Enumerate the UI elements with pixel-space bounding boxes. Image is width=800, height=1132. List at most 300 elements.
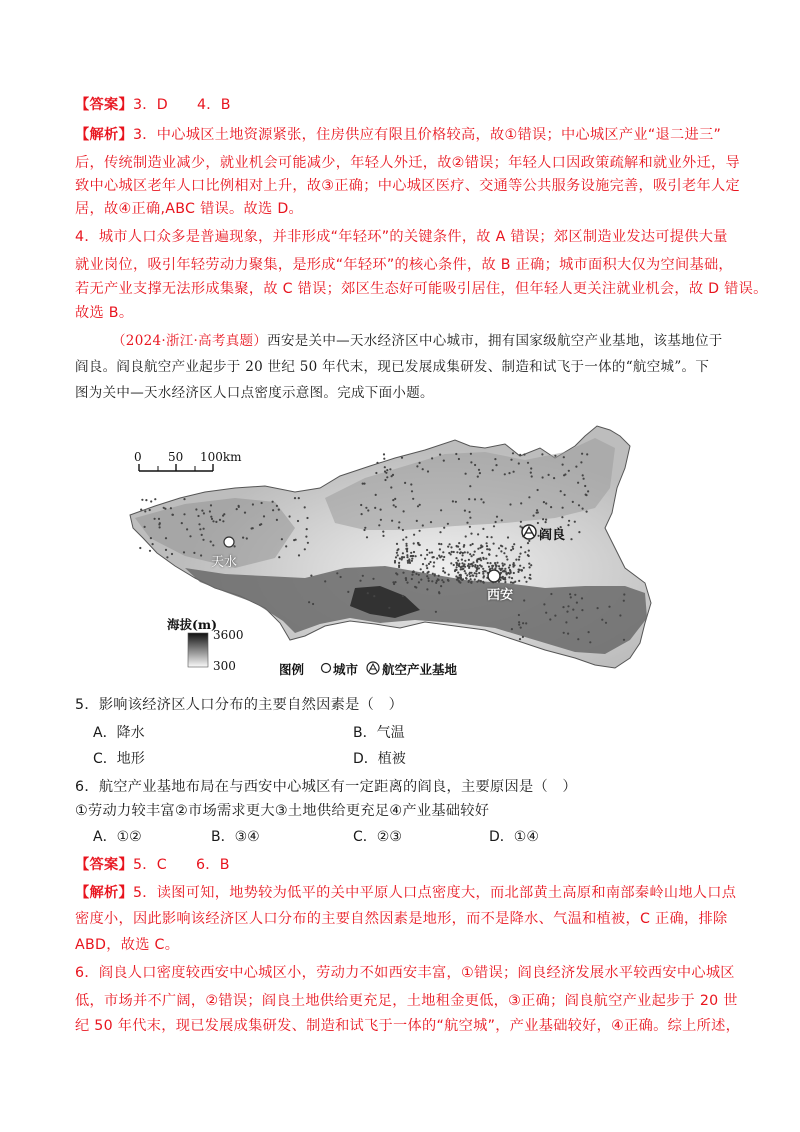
population-dot [464,560,466,562]
population-dot [528,550,530,552]
analysis2-q6-line-2: 低，市场并不广阔，②错误；阎良土地供给更充足，土地租金更低，③正确；阎良航空产业起步于 20 世 [75,993,738,1009]
population-dot [304,506,306,508]
population-dot [410,555,412,557]
population-dot [482,568,484,570]
analysis-line-3: 致中心城区老年人口比例相对上升，故③正确；中心城区医疗、交通等公共服务设施完善，吸引老年人定 [75,178,740,194]
population-dot [438,543,440,545]
population-dot [438,555,440,557]
population-dot [415,586,417,588]
population-dot [480,544,482,546]
population-dot [560,490,562,492]
population-dot [433,556,435,558]
population-dot [395,556,397,558]
population-dot [432,573,434,575]
population-dot [563,474,565,476]
population-dot [464,510,466,512]
population-dot [417,505,419,507]
population-dot [154,518,156,520]
population-dot [238,505,240,507]
population-dot [589,641,591,643]
population-dot [495,521,497,523]
population-dot [475,575,477,577]
population-dot [145,499,147,501]
population-dot [456,545,458,547]
population-dot [469,553,471,555]
population-dot [520,502,522,504]
population-dot [456,564,458,566]
answer-text: 3．D 4．B [132,97,231,113]
population-dot [455,557,457,559]
population-dot [186,528,188,530]
population-dot [512,566,514,568]
q5-option-d: D．植被 [353,751,406,767]
population-dot [574,521,576,523]
population-dot [494,562,496,564]
population-dot [545,521,547,523]
population-dot [498,547,500,549]
population-dot [198,523,200,525]
population-dot [442,551,444,553]
population-dot [477,565,479,567]
population-dot [471,555,473,557]
population-dot [515,559,517,561]
population-dot [461,559,463,561]
population-dot [577,638,579,640]
population-dot [443,527,445,529]
population-dot [512,548,514,550]
population-dot [426,565,428,567]
population-dot [150,500,152,502]
population-dot [418,574,420,576]
population-dot [478,579,480,581]
population-dot [501,545,503,547]
population-dot [472,543,474,545]
population-dot [530,564,532,566]
population-dot [397,554,399,556]
population-dot [171,514,173,516]
population-dot [468,581,470,583]
population-dot [420,554,422,556]
population-dot [189,535,191,537]
population-dot [347,591,349,593]
population-dot [509,564,511,566]
population-dot [402,552,404,554]
population-dot [504,473,506,475]
population-dot [363,529,365,531]
population-dot [219,519,221,521]
population-dot [581,453,583,455]
city-marker-xian [488,570,500,582]
population-dot [385,472,387,474]
population-dot [530,467,532,469]
population-dot [405,536,407,538]
population-dot [470,533,472,535]
population-dot [474,551,476,553]
population-dot [504,563,506,565]
population-dot [518,624,520,626]
population-dot [429,561,431,563]
population-dot [542,476,544,478]
population-dot [487,562,489,564]
population-dot [549,618,551,620]
analysis-line-4: 居，故④正确,ABC 错误。故选 D。 [75,201,304,217]
population-dot [470,461,472,463]
population-dot [483,501,485,503]
population-dot [517,571,519,573]
population-dot [524,576,526,578]
population-dot [476,573,478,575]
population-dot [541,453,543,455]
population-dot [285,545,287,547]
population-dot [523,567,525,569]
population-dot [480,565,482,567]
population-dot [455,501,457,503]
population-dot [376,462,378,464]
population-dot [433,561,435,563]
population-dot [392,474,394,476]
population-dot [183,498,185,500]
population-dot [149,550,151,552]
population-dot [297,520,299,522]
scale-tick-100: 100km [200,450,242,464]
population-dot [511,577,513,579]
answer-line-1 [75,94,735,116]
population-dot [419,462,421,464]
question-intro-line-2: 阎良。阎良航空产业起步于 20 世纪 50 年代末，现已发展成集研发、制造和试飞于一体的“航空城”。下 [75,359,710,375]
population-dot [461,562,463,564]
answer-label-2: 【答案】 [75,857,133,873]
population-dot [203,512,205,514]
population-dot [430,521,432,523]
q6-stem: 6．航空产业基地布局在与西安中心城区有一定距离的阎良，主要原因是（ ） [75,779,577,795]
population-dot [428,563,430,565]
population-dot [522,622,524,624]
population-dot [383,453,385,455]
population-dot [527,462,529,464]
population-dot [575,466,577,468]
population-dot [183,513,185,515]
population-dot [396,549,398,551]
population-dot [482,576,484,578]
population-dot [406,550,408,552]
population-dot [443,581,445,583]
question-intro-line-3: 图为关中—天水经济区人口点密度示意图。完成下面小题。 [75,385,434,401]
population-dot [452,500,454,502]
population-dot [139,547,141,549]
population-dot [202,539,204,541]
population-dot [562,507,564,509]
population-dot [382,531,384,533]
population-dot [451,551,453,553]
q6-option-a: A．①② [93,829,142,845]
legend-city-label: 城市 [333,662,359,677]
population-dot [489,549,491,551]
population-dot [463,563,465,565]
population-dot [453,564,455,566]
population-dot [418,581,420,583]
question-intro-line-1: （2024·浙江·高考真题）西安是关中—天水经济区中心城市，拥有国家级航空产业基地，该基地位于 [112,333,723,349]
population-dot [471,563,473,565]
population-dot [509,569,511,571]
population-dot [527,542,529,544]
population-dot [566,611,568,613]
population-dot [470,578,472,580]
analysis-q4-line-1: 4．城市人口众多是普遍现象，并非形成“年轻环”的关键条件，故 A 错误；郊区制造业发达可提供大量 [75,229,728,245]
population-dot [479,472,481,474]
population-dot [529,566,531,568]
population-dot [439,454,441,456]
population-dot [278,509,280,511]
population-dot [405,543,407,545]
analysis2-q6-line-1: 6．阎良人口密度较西安中心城区小，劳动力不如西安丰富，①错误；阎良经济发展水平较西安中心城区 [75,965,735,981]
city-label-xian: 西安 [487,588,514,603]
population-dot [386,476,388,478]
population-dot [402,529,404,531]
population-dot [246,537,248,539]
population-dot [567,605,569,607]
population-dot [474,498,476,500]
population-dot [468,498,470,500]
population-dot [458,564,460,566]
population-dot [406,545,408,547]
population-dot [410,552,412,554]
population-dot [159,522,161,524]
population-dot [518,559,520,561]
population-dot [518,556,520,558]
population-dot [394,498,396,500]
population-dot [469,517,471,519]
legend-base-symbol [367,662,379,674]
population-dot [464,570,466,572]
population-dot [209,510,211,512]
population-dot [586,511,588,513]
population-dot [528,540,530,542]
population-dot [242,537,244,539]
population-dot [582,508,584,510]
population-dot [428,580,430,582]
population-dot [422,468,424,470]
population-dot [431,551,433,553]
population-dot [405,577,407,579]
population-dot [448,574,450,576]
elevation-gradient [188,633,208,667]
elevation-min: 300 [213,659,236,673]
population-dot [420,579,422,581]
population-dot [197,515,199,517]
analysis-label: 【解析】 [75,127,133,143]
population-dot [312,603,314,605]
population-dot [578,504,580,506]
population-dot [504,568,506,570]
population-dot [462,554,464,556]
population-dot [412,570,414,572]
population-dot [496,562,498,564]
population-dot [478,572,480,574]
population-dot [519,638,521,640]
population-dot [435,611,437,613]
population-dot [304,548,306,550]
population-dot [608,606,610,608]
population-dot [443,460,445,462]
population-dot [419,530,421,532]
population-dot [572,501,574,503]
population-dot [495,555,497,557]
population-dot [410,483,412,485]
population-dot [361,513,363,515]
population-dot [281,538,283,540]
population-dot [149,509,151,511]
population-dot [434,574,436,576]
population-dot [470,544,472,546]
population-dot [439,531,441,533]
answer-line-2 [75,854,735,876]
analysis2-line-1: 【解析】5．读图可知，地势较为低平的关中平原人口点密度大，而北部黄土高原和南部秦岭山地人口点 [75,885,737,901]
population-dot [509,573,511,575]
scale-tick-50: 50 [168,450,184,464]
population-dot [572,609,574,611]
population-dot [512,452,514,454]
population-dot [528,496,530,498]
population-dot [260,523,262,525]
population-dot [415,555,417,557]
analysis-line-1: 【解析】3．中心城区土地资源紧张，住房供应有限且价格较高，故①错误；中心城区产业“退二进三” [75,127,722,143]
population-dot [519,565,521,567]
population-dot [462,568,464,570]
population-dot [195,508,197,510]
population-dot [568,520,570,522]
population-dot [210,516,212,518]
population-dot [585,494,587,496]
population-dot [426,549,428,551]
population-dot [460,575,462,577]
population-dot [396,552,398,554]
population-dot [519,454,521,456]
population-dot [364,527,366,529]
population-dot [407,560,409,562]
population-dot [577,482,579,484]
analysis-label-2: 【解析】 [75,885,133,901]
population-dot [531,475,533,477]
population-dot [455,453,457,455]
population-dot [512,546,514,548]
population-dot [390,486,392,488]
population-dot [508,472,510,474]
population-dot [440,509,442,511]
population-dot [465,577,467,579]
population-dot [404,482,406,484]
population-dot [543,603,545,605]
population-dot [486,548,488,550]
population-dot [543,501,545,503]
population-dot [519,525,521,527]
population-dot [476,561,478,563]
population-dot [474,564,476,566]
population-dot [166,556,168,558]
population-dot [508,576,510,578]
population-dot [495,464,497,466]
analysis2-q6-line-3: 纪 50 年代末，现已发展成集研发、制造和试飞于一体的“航空城”，产业基础较好，④正确。综上所述， [75,1018,741,1034]
population-dot [447,579,449,581]
population-dot [492,469,494,471]
population-dot [498,565,500,567]
population-dot [462,578,464,580]
population-dot [518,462,520,464]
population-dot [554,455,556,457]
population-dot [366,536,368,538]
population-dot [389,468,391,470]
population-dot [533,515,535,517]
population-dot [460,568,462,570]
population-dot [520,627,522,629]
population-dot [518,621,520,623]
population-dot [416,465,418,467]
population-dot [263,515,265,517]
population-dot [293,539,295,541]
population-dot [564,494,566,496]
city-label-tianshui: 天水 [211,555,238,570]
population-dot [482,528,484,530]
analysis-q4-line-2: 就业岗位，吸引年轻劳动力聚集，是形成“年轻环”的核心条件，故 B 正确；城市面积大仅为空间基础， [75,257,733,273]
population-dot [469,511,471,513]
population-dot [563,456,565,458]
population-dot [203,528,205,530]
q6-option-c: C．②③ [353,829,402,845]
population-dot [272,501,274,503]
population-dot [486,545,488,547]
population-dot [412,498,414,500]
population-dot [458,580,460,582]
population-dot [438,575,440,577]
population-dot [450,546,452,548]
population-dot [623,593,625,595]
population-dot [406,582,408,584]
population-dot [444,572,446,574]
population-dot [545,519,547,521]
population-dot [144,526,146,528]
population-dot [181,522,183,524]
population-dot [276,505,278,507]
population-dot [305,536,307,538]
population-dot [236,508,238,510]
population-dot [222,515,224,517]
population-dot [380,519,382,521]
population-dot [528,563,530,565]
population-dot [372,578,374,580]
population-dot [457,560,459,562]
population-dot [199,528,201,530]
population-dot [583,478,585,480]
population-dot [426,575,428,577]
population-dot [471,565,473,567]
population-dot [462,552,464,554]
analysis-line-2: 后，传统制造业减少，就业机会可能减少，年轻人外迁，故②错误；年轻人口因政策疏解和就业外迁，导 [75,155,740,171]
population-dot [468,567,470,569]
analysis2-line-3: ABD，故选 C。 [75,937,180,953]
elevation-title: 海拔(m) [167,617,218,632]
population-dot [536,512,538,514]
population-dot [375,472,377,474]
population-dot [494,458,496,460]
population-dot [395,506,397,508]
population-dot [435,582,437,584]
population-dot [458,458,460,460]
population-dot [365,507,367,509]
population-dot [426,567,428,569]
population-dot [163,507,165,509]
population-dot [576,617,578,619]
q5-stem: 5．影响该经济区人口分布的主要自然因素是（ ） [75,697,404,713]
population-dot [415,573,417,575]
